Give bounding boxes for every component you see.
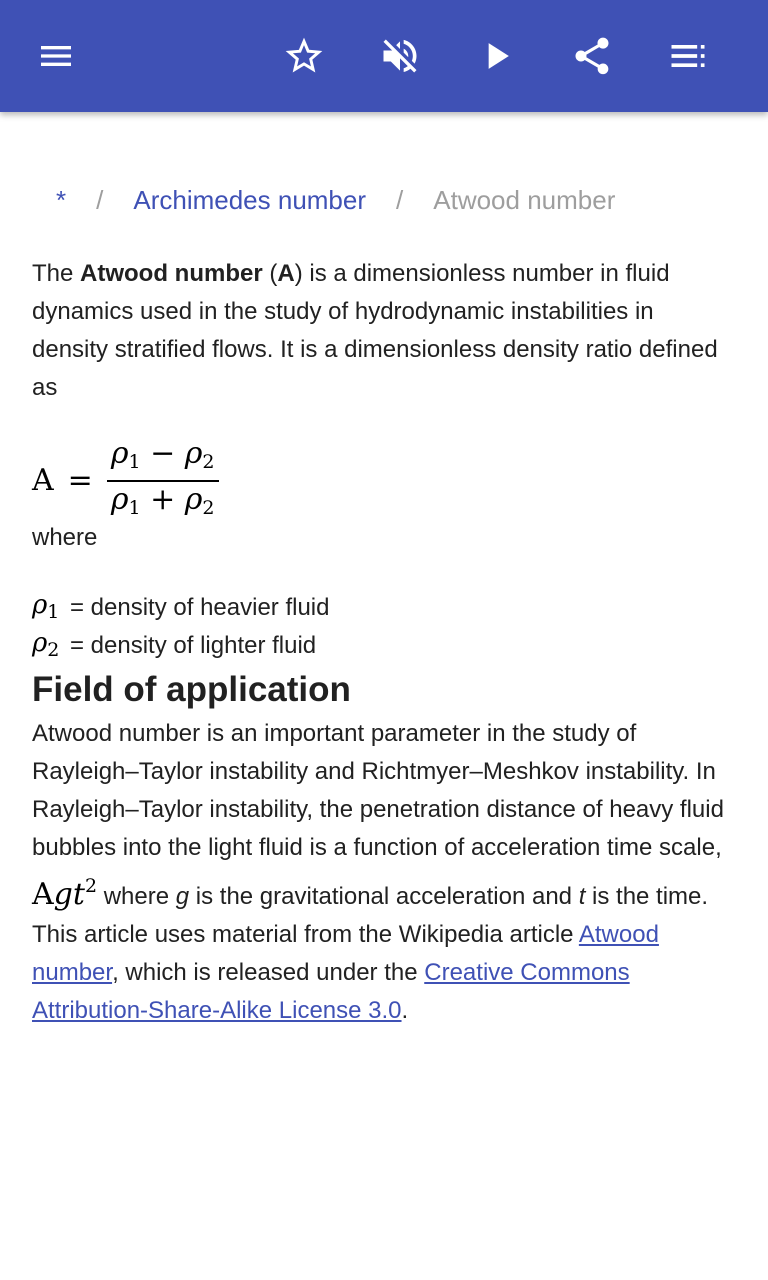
minus-operator: − bbox=[150, 436, 176, 471]
formula-equals: = bbox=[67, 463, 93, 498]
rho-symbol: ρ bbox=[32, 589, 48, 620]
definition-item bbox=[32, 627, 732, 665]
intro-term: Atwood number bbox=[80, 260, 263, 287]
section-paragraph bbox=[32, 715, 732, 916]
intro-text: ) is a dimensionless number in fluid dynamics used in the study of hydrodynamic instabilities in density stratified flows. It is a dimensionless density ratio defined as bbox=[32, 260, 718, 401]
variable-g: g bbox=[175, 883, 190, 910]
math-exponent: 2 bbox=[84, 875, 98, 897]
favorite-button[interactable] bbox=[272, 24, 336, 88]
attribution-text: , which is released under the bbox=[112, 959, 425, 986]
subscript: 1 bbox=[128, 497, 141, 519]
plus-operator: + bbox=[150, 482, 176, 517]
volume-off-icon bbox=[378, 34, 422, 78]
section-text: Atwood number is an important parameter in the study of Rayleigh–Taylor instability and Richtmyer–Meshkov instability. In Rayleigh–Taylor instability, the penetration distance of heavy fluid bubbles into the light fluid is a function of acceleration time scale, bbox=[32, 720, 724, 861]
section-text: where bbox=[97, 883, 176, 910]
menu-button[interactable] bbox=[24, 24, 88, 88]
rho-symbol: ρ bbox=[110, 482, 129, 517]
attribution-text: . bbox=[401, 997, 409, 1024]
formula-lhs: A bbox=[32, 463, 54, 498]
wikipedia-article-link[interactable]: Atwood number bbox=[32, 921, 659, 986]
rho-symbol: ρ bbox=[184, 482, 203, 517]
license-link[interactable]: Creative Commons Attribution-Share-Alike License 3.0 bbox=[32, 959, 630, 1024]
rho-symbol: ρ bbox=[32, 627, 48, 658]
formula-numerator bbox=[107, 436, 219, 480]
play-button[interactable] bbox=[464, 24, 528, 88]
breadcrumb-current: Atwood number bbox=[433, 184, 616, 215]
app-bar bbox=[0, 0, 768, 112]
share-button[interactable] bbox=[560, 24, 624, 88]
play-icon bbox=[474, 34, 518, 78]
math-g: g bbox=[53, 877, 73, 912]
definition-list bbox=[32, 589, 732, 665]
playlist-button[interactable] bbox=[656, 24, 720, 88]
atwood-formula bbox=[32, 436, 732, 519]
breadcrumb bbox=[56, 180, 615, 220]
definition-text: = density of lighter fluid bbox=[70, 632, 317, 659]
section-text: is the time. bbox=[585, 883, 709, 910]
section-title: Field of application bbox=[32, 670, 351, 709]
definition-item bbox=[32, 589, 732, 627]
hamburger-menu-icon bbox=[36, 36, 76, 76]
star-outline-icon bbox=[282, 34, 326, 78]
intro-symbol: A bbox=[277, 260, 295, 287]
rho-symbol: ρ bbox=[184, 436, 203, 471]
playlist-icon bbox=[666, 34, 710, 78]
definition-text: = density of heavier fluid bbox=[70, 594, 330, 621]
subscript: 1 bbox=[128, 451, 141, 473]
subscript: 2 bbox=[202, 451, 215, 473]
rho-symbol: ρ bbox=[110, 436, 129, 471]
formula-fraction bbox=[107, 436, 219, 526]
math-t: t bbox=[72, 877, 85, 912]
share-icon bbox=[570, 34, 614, 78]
math-a: A bbox=[32, 877, 54, 912]
section-text: is the gravitational acceleration and bbox=[189, 883, 579, 910]
inline-formula bbox=[32, 877, 97, 912]
intro-paragraph bbox=[32, 255, 732, 407]
formula-denominator bbox=[107, 482, 219, 526]
attribution-text: This article uses material from the Wikipedia article bbox=[32, 921, 579, 948]
definition-symbol bbox=[32, 624, 70, 669]
intro-text: ( bbox=[262, 260, 278, 287]
attribution-paragraph bbox=[32, 916, 732, 1030]
where-text: where bbox=[32, 524, 98, 551]
variable-t: t bbox=[578, 883, 586, 910]
breadcrumb-parent-link[interactable]: Archimedes number bbox=[133, 184, 367, 215]
mute-button[interactable] bbox=[368, 24, 432, 88]
breadcrumb-separator: / bbox=[396, 184, 404, 215]
breadcrumb-root-link[interactable]: * bbox=[56, 184, 67, 215]
subscript: 2 bbox=[202, 497, 215, 519]
article-body bbox=[32, 255, 732, 1030]
subscript: 2 bbox=[47, 638, 60, 661]
intro-text: The bbox=[32, 260, 81, 287]
subscript: 1 bbox=[47, 600, 60, 623]
breadcrumb-separator: / bbox=[96, 184, 104, 215]
